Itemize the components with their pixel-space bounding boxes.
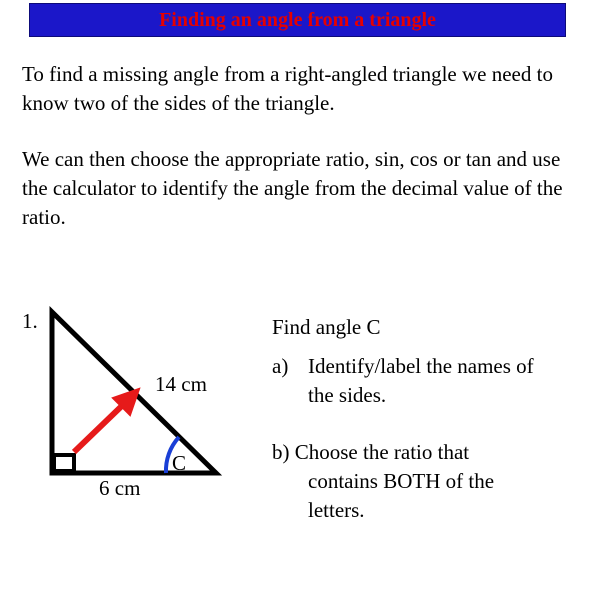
task-b-line-2: contains BOTH of the — [308, 469, 495, 493]
base-length-label: 6 cm — [99, 476, 141, 500]
right-angle-square-icon — [54, 455, 74, 471]
question-prompt: Find angle C — [272, 315, 381, 339]
task-a-line-2: the sides. — [308, 383, 387, 407]
task-a-marker: a) — [272, 354, 289, 378]
task-b — [272, 438, 532, 525]
task-a — [272, 352, 582, 410]
intro-paragraph-2: We can then choose the appropriate ratio, sin, cos or tan and use the calculator to identify the angle from the decimal value of the ratio. — [22, 147, 563, 229]
hypotenuse-arrow-icon — [74, 400, 128, 452]
task-b-line-1: Choose the ratio that — [294, 440, 470, 464]
intro-paragraph-1: To find a missing angle from a right-angled triangle we need to know two of the sides of the triangle. — [22, 62, 553, 115]
question-number: 1. — [22, 309, 38, 333]
page-title: Finding an angle from a triangle — [159, 9, 436, 31]
angle-c-label: C — [172, 451, 187, 475]
task-a-line-1: Identify/label the names of — [308, 354, 534, 378]
hypotenuse-length-label: 14 cm — [155, 372, 207, 396]
task-b-marker: b) — [272, 440, 290, 464]
task-b-line-3: letters. — [308, 498, 365, 522]
